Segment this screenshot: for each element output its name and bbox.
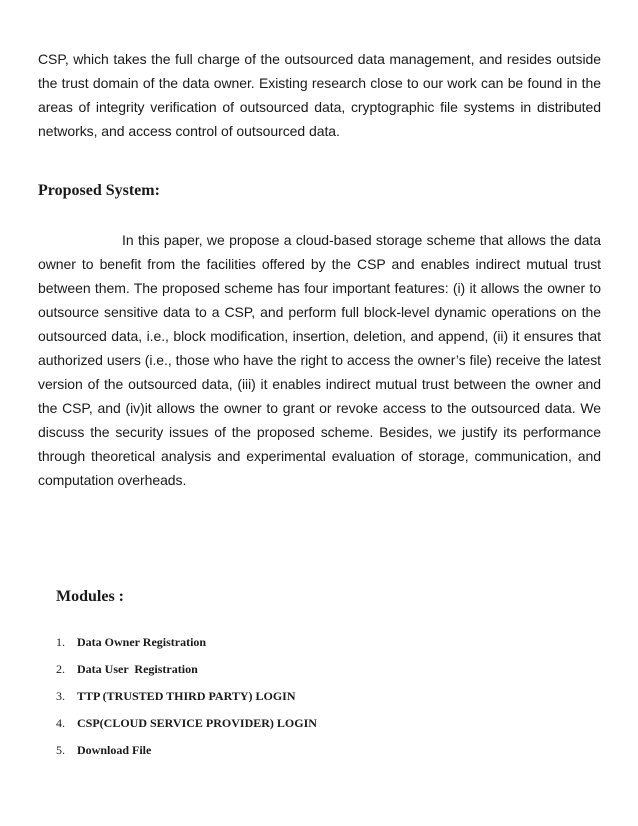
module-label: Data User Registration [77, 662, 198, 676]
module-item [56, 713, 317, 740]
module-item [56, 740, 317, 767]
module-number: 2. [56, 662, 65, 676]
modules-heading: Modules : [56, 588, 124, 605]
module-item [56, 686, 317, 713]
module-item [56, 659, 317, 686]
module-label: TTP (TRUSTED THIRD PARTY) LOGIN [77, 689, 296, 703]
proposed-system-paragraph: In this paper, we propose a cloud-based storage scheme that allows the data owner to benefit from the facilities offered by the CSP and enables indirect mutual trust between them. The proposed scheme has four important features: (i) it allows the owner to outsource sensitive data to a CSP, and perform full block-level dynamic operations on the outsourced data, i.e., block modification, insertion, deletion, and append, (ii) it ensures that authorized users (i.e., those who have the right to access the owner’s file) receive the latest version of the outsourced data, (iii) it enables indirect mutual trust between the owner and the CSP, and (iv)it allows the owner to grant or revoke access to the outsourced data. We discuss the security issues of the proposed scheme. Besides, we justify its performance through theoretical analysis and experimental evaluation of storage, communication, and computation overheads. [38, 232, 601, 488]
module-number: 4. [56, 716, 65, 730]
module-number: 5. [56, 743, 65, 757]
proposed-system-heading: Proposed System: [38, 182, 160, 199]
module-label: CSP(CLOUD SERVICE PROVIDER) LOGIN [77, 716, 317, 730]
module-item [56, 632, 317, 659]
module-number: 1. [56, 635, 65, 649]
modules-list [56, 632, 317, 767]
module-number: 3. [56, 689, 65, 703]
module-label: Download File [77, 743, 152, 757]
module-label: Data Owner Registration [77, 635, 207, 649]
intro-paragraph: CSP, which takes the full charge of the outsourced data management, and resides outside the trust domain of the data owner. Existing research close to our work can be found in the areas of integrity verification of outsourced data, cryptographic file systems in distributed networks, and access control of outsourced data. [38, 51, 601, 139]
